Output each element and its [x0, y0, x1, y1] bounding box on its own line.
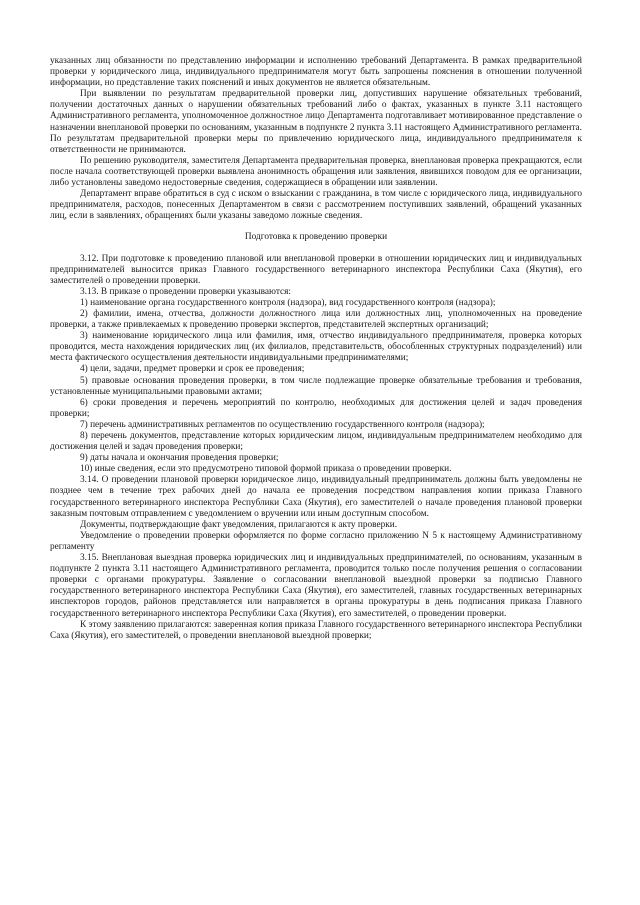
list-item: 7) перечень административных регламентов по осуществлению государственного контроля (надзора); [80, 419, 485, 430]
list-item: 9) даты начала и окончания проведения проверки; [80, 453, 279, 464]
paragraph: Департамент вправе обратиться в суд с иском о взыскании с гражданина, в том числе с юридического лица, индивидуального предпринимателя, расходов, понесенных Департаментом в связи с рассмотрением поступивших заявлений, обращений указанных лиц, если в заявлениях, обращениях были указаны заведомо ложные сведения. [50, 189, 582, 222]
paragraph: 3.12. При подготовке к проведению плановой или внеплановой проверки в отношении юридических лиц и индивидуальных предпринимателей выносится приказ Главного государственного ветеринарного инспектора Республики Саха (Якутия), его заместителей о проведении проверки. [50, 253, 582, 286]
list-item: 5) правовые основания проведения проверки, в том числе подлежащие проверке обязательные требования и требования, установленные муниципальными правовыми актами; [50, 375, 582, 397]
list-item: 8) перечень документов, представление которых юридическим лицом, индивидуальным предпринимателем необходимо для достижения целей и задач проведения проверки; [50, 431, 582, 453]
paragraph: 3.13. В приказе о проведении проверки указываются: [80, 286, 292, 297]
list-item: 3) наименование юридического лица или фамилия, имя, отчество индивидуального предпринимателя, проверка которых проводится, места нахождения юридических лиц (их филиалов, представительств, обособленных структурных подразделений) или места фактического осуществления деятельности индивидуальными предпринимателями; [50, 331, 582, 364]
list-item: 2) фамилии, имена, отчества, должности должностного лица или должностных лиц, уполномоченных на проведение проверки, а также привлекаемых к проведению проверки экспертов, представителей экспертных организаций; [50, 308, 582, 331]
paragraph: 3.14. О проведении плановой проверки юридическое лицо, индивидуальный предприниматель должны быть уведомлены не позднее чем в течение трех рабочих дней до начала ее проведения посредством направления копии приказа Главного государственного ветеринарного инспектора Республики Саха (Якутия), его заместителей о начале проведения плановой проверки заказным почтовым отправлением с уведомлением о вручении или иным доступным способом. [50, 475, 582, 519]
paragraph: По решению руководителя, заместителя Департамента предварительная проверка, внеплановая проверка прекращаются, если после начала соответствующей проверки выявлена анонимность обращения или заявления, явившихся поводом для ее организации, либо установлены заведомо недостоверные сведения, содержащиеся в обращении или заявлении. [50, 155, 582, 189]
list-item: 1) наименование органа государственного контроля (надзора), вид государственного контроля (надзора); [80, 297, 496, 308]
document-page [50, 56, 582, 642]
paragraph: Уведомление о проведении проверки оформляется по форме согласно приложению N 5 к настоящему Административному регламенту [50, 530, 582, 552]
paragraph: указанных лиц обязанности по представлению информации и исполнению требований Департамента. В рамках предварительной проверки у юридического лица, индивидуального предпринимателя могут быть запрошены пояснения в отношении полученной информации, но представление таких пояснений и иных документов не является обязательным. [50, 56, 582, 89]
list-item: 6) сроки проведения и перечень мероприятий по контролю, необходимых для достижения целей и задач проведения проверки; [50, 397, 582, 419]
paragraph: К этому заявлению прилагаются: заверенная копия приказа Главного государственного ветеринарного инспектора Республики Саха (Якутия), его заместителей, о проведении внеплановой выездной проверки; [50, 619, 582, 641]
list-item: 4) цели, задачи, предмет проверки и срок ее проведения; [80, 364, 305, 375]
paragraph: Документы, подтверждающие факт уведомления, прилагаются к акту проверки. [80, 519, 398, 530]
section-heading: Подготовка к проведению проверки [244, 232, 388, 243]
list-item: 10) иные сведения, если это предусмотрено типовой формой приказа о проведении проверки. [80, 464, 452, 475]
paragraph: 3.15. Внеплановая выездная проверка юридических лиц и индивидуальных предпринимателей, по основаниям, указанным в подпункте 2 пункта 3.11 настоящего Административного регламента, проводится только после получения решения о согласовании проверки с органами прокуратуры. Заявление о согласовании внеплановой выездной проверки за подписью Главного государственного ветеринарного инспектора Республики Саха (Якутия), его заместителей, главных государственных ветеринарных инспекторов городов, районов представляется или направляется в органы прокуратуры в день подписания приказа Главного государственного ветеринарного инспектора Республики Саха (Якутия), его заместителей, о проведении проверки. [50, 553, 582, 619]
paragraph: При выявлении по результатам предварительной проверки лиц, допустивших нарушение обязательных требований, получении достаточных данных о нарушении обязательных требований либо о фактах, указанных в пункте 3.11 настоящего Административного регламента, уполномоченное должностное лицо Департамента подготавливает мотивированное представление о назначении внеплановой проверки по основаниям, указанным в подпункте 2 пункта 3.11 настоящего Административного регламента. По результатам предварительной проверки меры по привлечению юридического лица, индивидуального предпринимателя к ответственности не принимаются. [50, 89, 582, 155]
